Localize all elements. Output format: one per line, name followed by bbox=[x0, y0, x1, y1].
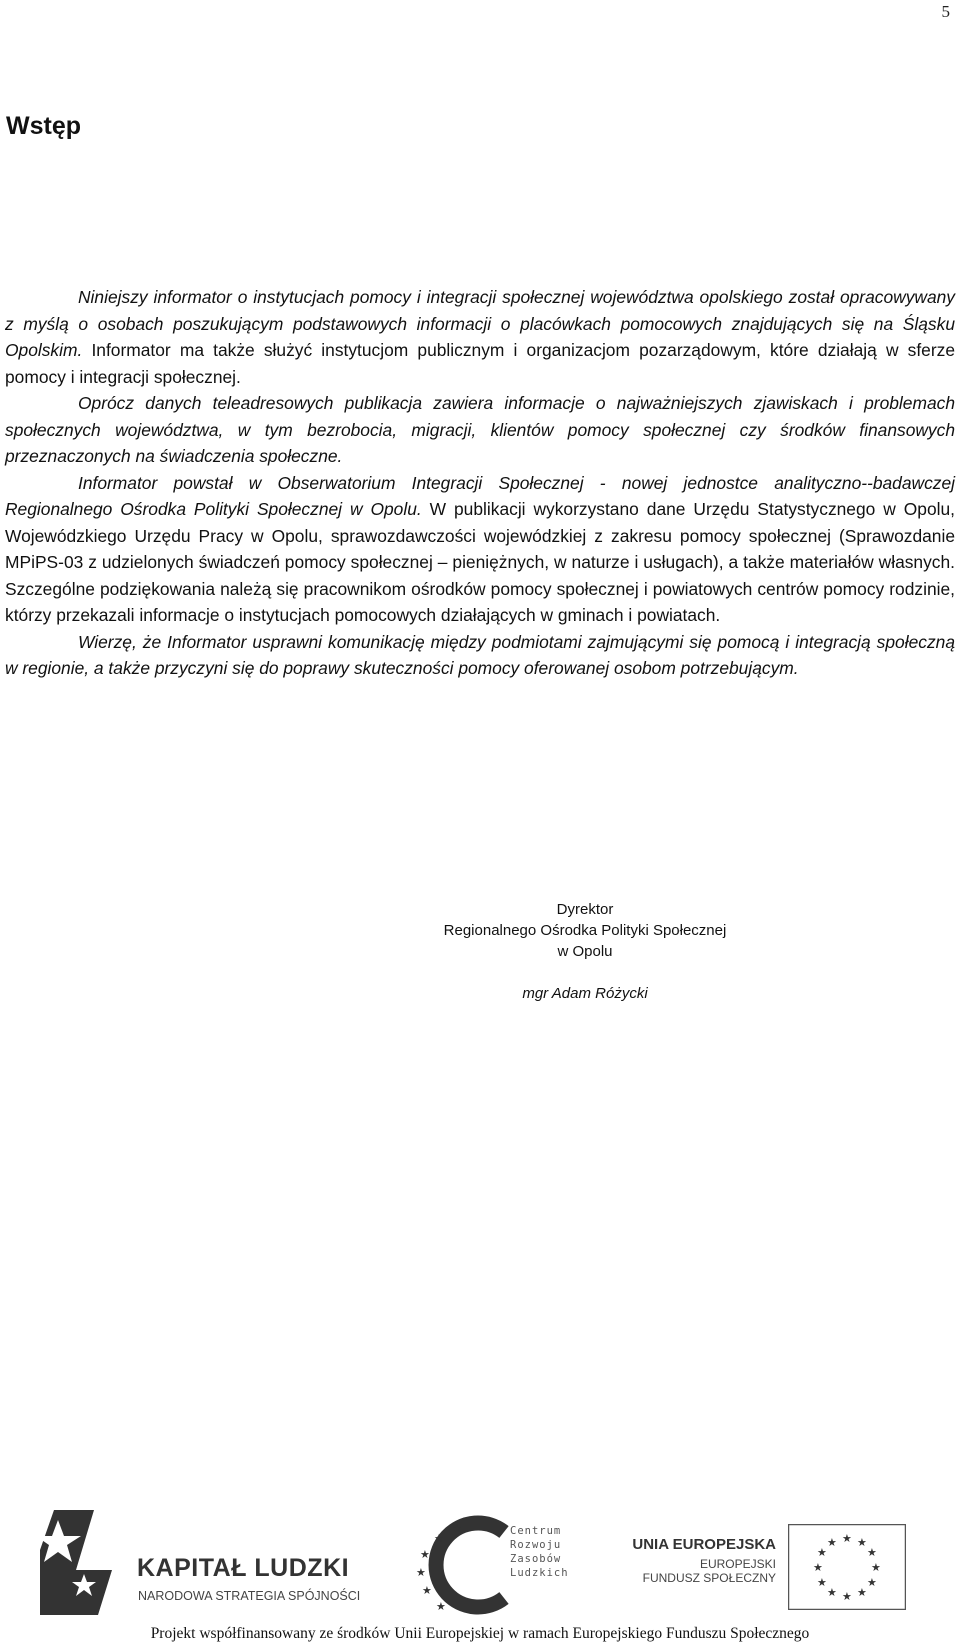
kapital-ludzki-subtitle: NARODOWA STRATEGIA SPÓJNOŚCI bbox=[138, 1589, 361, 1603]
svg-text:★: ★ bbox=[422, 1584, 432, 1597]
crzl-line-1: Centrum bbox=[510, 1525, 562, 1537]
document-body bbox=[5, 284, 955, 682]
paragraph-intro-italic: Niniejszy informator o instytucjach pomocy i integracji społecznej województwa opolskiego został opracowywany z myślą o osobach poszukującym podstawowych informacji o placówkach pomocowych znajdujących się na Śląsku Opolskim. bbox=[5, 287, 955, 360]
svg-text:★: ★ bbox=[857, 1586, 867, 1599]
ue-line-3: FUNDUSZ SPOŁECZNY bbox=[642, 1571, 776, 1585]
svg-text:★: ★ bbox=[436, 1600, 446, 1613]
signature-name: mgr Adam Różycki bbox=[522, 985, 648, 1002]
page-number: 5 bbox=[941, 2, 950, 21]
paragraph-intro-rest: Informator ma także służyć instytucjom publicznym i organizacjom pozarządowym, które działają w sferze pomocy i integracji społecznej. bbox=[5, 340, 955, 387]
crzl-emblem-icon bbox=[412, 1510, 522, 1620]
svg-text:★: ★ bbox=[420, 1548, 430, 1561]
signature-role: Dyrektor bbox=[556, 901, 614, 918]
svg-text:★: ★ bbox=[827, 1586, 837, 1599]
paragraph-intro bbox=[5, 284, 955, 390]
svg-text:★: ★ bbox=[827, 1536, 837, 1549]
paragraph-contents-italic: Oprócz danych teleadresowych publikacja zawiera informacje o najważniejszych zjawiskach i problemach społecznych województwa, w tym bezrobocia, migracji, klientów pomocy społecznej czy środków finansowych przeznaczonych na świadczenia społeczne. bbox=[5, 393, 955, 466]
ue-line-1: UNIA EUROPEJSKA bbox=[632, 1536, 776, 1553]
svg-text:★: ★ bbox=[842, 1532, 852, 1545]
paragraph-closing bbox=[5, 629, 955, 682]
svg-text:★: ★ bbox=[416, 1566, 426, 1579]
page-title: Wstęp bbox=[6, 112, 81, 140]
crzl-logo bbox=[412, 1510, 592, 1620]
crzl-line-2: Rozwoju bbox=[510, 1539, 562, 1551]
svg-text:★: ★ bbox=[813, 1561, 823, 1574]
signature-block bbox=[420, 899, 750, 1004]
svg-text:★: ★ bbox=[857, 1536, 867, 1549]
ue-line-2: EUROPEJSKI bbox=[699, 1557, 776, 1571]
svg-text:★: ★ bbox=[452, 1522, 462, 1535]
paragraph-sources-italic: Informator powstał w Obserwatorium Integracji Społecznej - nowej jednostce analityczno--badawczej Regionalnego Ośrodka Polityki Społecznej w Opolu. bbox=[5, 472, 955, 519]
signature-city: w Opolu bbox=[557, 943, 613, 960]
crzl-line-3: Zasobów bbox=[510, 1553, 562, 1565]
crzl-line-4: Ludzkich bbox=[510, 1567, 569, 1579]
kapital-ludzki-emblem-icon bbox=[40, 1510, 112, 1615]
paragraph-sources bbox=[5, 470, 955, 629]
svg-text:★: ★ bbox=[817, 1546, 827, 1559]
unia-europejska-logo bbox=[614, 1524, 914, 1620]
paragraph-contents bbox=[5, 390, 955, 470]
svg-text:★: ★ bbox=[817, 1576, 827, 1589]
crzl-text bbox=[510, 1524, 569, 1580]
paragraph-sources-rest: W publikacji wykorzystano dane Urzędu Statystycznego w Opolu, Wojewódzkiego Urzędu Pracy w Opolu, sprawozdawczości wojewódzkiej z zakresu pomocy społecznej (Sprawozdanie MPiPS-03 z udzielonych świadczeń pomocy społecznej – pieniężnych, w naturze i usługach), a także materiałów własnych. Szczególne podziękowania należą się pracownikom ośrodków pomocy społecznej i powiatowych centrów pomocy rodzinie, którzy przekazali informacje o instytucjach pomocowych działających w gminach i powiatach. bbox=[5, 499, 955, 625]
kapital-ludzki-title: KAPITAŁ LUDZKI bbox=[137, 1554, 350, 1582]
kapital-ludzki-logo bbox=[40, 1510, 370, 1620]
footer-logos bbox=[40, 1510, 920, 1620]
svg-text:★: ★ bbox=[867, 1576, 877, 1589]
signature-institution: Regionalnego Ośrodka Polityki Społecznej bbox=[443, 922, 727, 939]
svg-text:★: ★ bbox=[867, 1546, 877, 1559]
svg-text:★: ★ bbox=[842, 1590, 852, 1603]
paragraph-closing-italic: Wierzę, że Informator usprawni komunikację między podmiotami zajmującymi się pomocą i integracją społeczną w regionie, a także przyczyni się do poprawy skuteczności pomocy oferowanej osobom potrzebującym. bbox=[5, 631, 955, 678]
svg-text:★: ★ bbox=[434, 1532, 444, 1545]
eu-flag-icon bbox=[788, 1524, 906, 1610]
ue-text bbox=[614, 1536, 776, 1585]
footer-note: Projekt współfinansowany ze środków Unii Europejskiej w ramach Europejskiego Funduszu Społecznego bbox=[150, 1625, 810, 1642]
svg-text:★: ★ bbox=[871, 1561, 881, 1574]
